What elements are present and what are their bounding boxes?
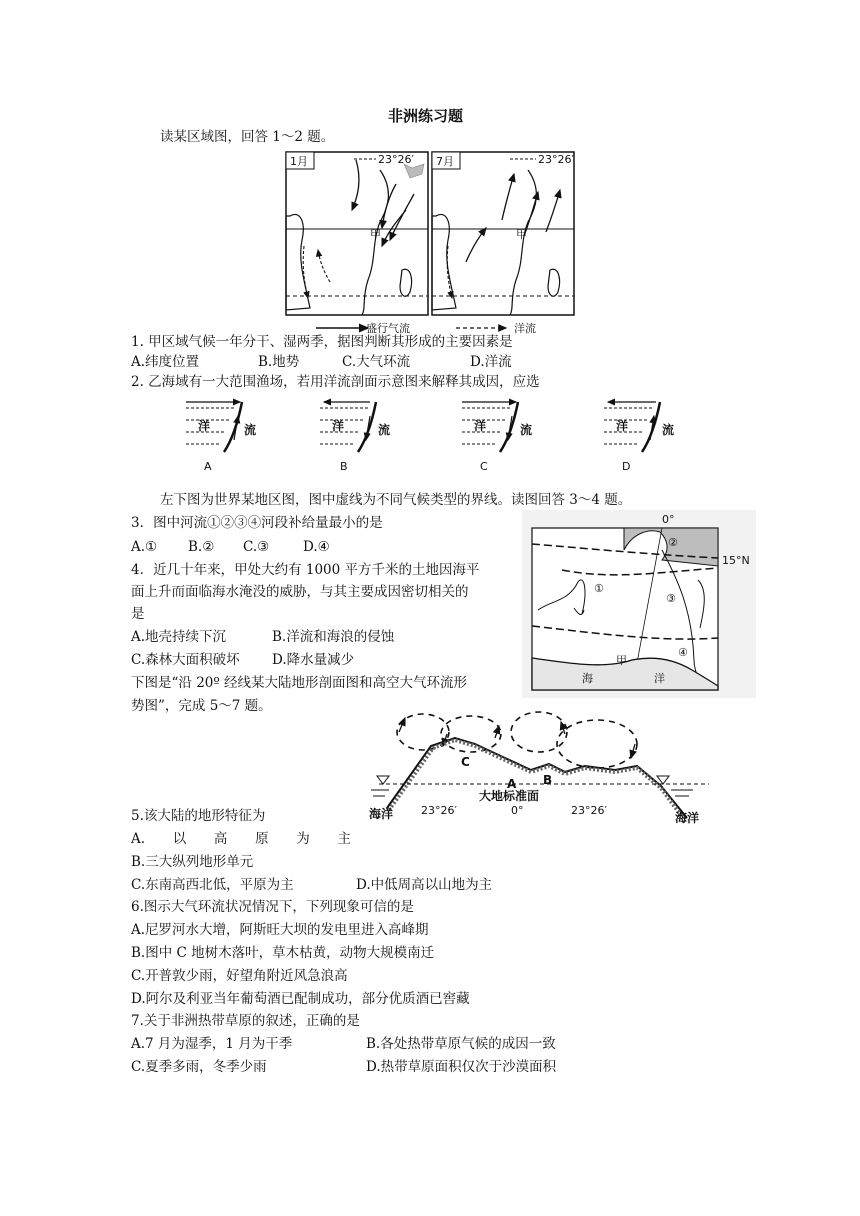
fig1-legend-current: 洋流: [514, 322, 536, 335]
q1-stem: 1. 甲区域气候一年分干、湿两季，据图判断其形成的主要因素是: [131, 334, 513, 350]
intro-q1-2: 读某区域图，回答 1～2 题。: [160, 129, 335, 145]
section-a-text-b: 流: [244, 423, 257, 437]
page-title: 非洲练习题: [388, 107, 464, 125]
fig1-right-lat: 23°26′: [538, 153, 574, 166]
intro-q3-4: 左下图为世界某地区图，图中虚线为不同气候类型的界线。读图回答 3～4 题。: [160, 492, 632, 508]
fig2-lon: 0°: [662, 513, 675, 526]
q4-stem-line1: 4．近几十年来，甲处大约有 1000 平方千米的土地因海平: [131, 562, 480, 578]
q4-stem-line2: 面上升而面临海水淹没的威胁，与其主要成因密切相关的: [131, 584, 469, 600]
section-d: [604, 402, 674, 473]
q3-stem: 3．图中河流①②③④河段补给量最小的是: [131, 515, 383, 531]
q5-option-c: C.东南高西北低，平原为主: [131, 877, 294, 893]
section-d-letter: D: [622, 460, 631, 473]
q6-option-b: B.图中 C 地树木落叶，草木枯黄，动物大规模南迁: [131, 945, 435, 961]
q5-option-d: D.中低周高以山地为主: [356, 877, 493, 893]
q3-option-c: C.③: [243, 539, 270, 555]
intro-q5-7-line1: 下图是“沿 20º 经线某大陆地形剖面图和高空大气环流形: [131, 675, 468, 691]
section-b: [320, 402, 390, 473]
q7-stem: 7.关于非洲热带草原的叙述，正确的是: [131, 1013, 360, 1029]
intro-q5-7-line2: 势图”，完成 5～7 题。: [131, 698, 272, 714]
q5-option-b: B.三大纵列地形单元: [131, 854, 254, 870]
q4-option-a: A.地壳持续下沉: [131, 629, 227, 645]
q5-stem: 5.该大陆的地形特征为: [131, 808, 266, 824]
fig1-left-month: 1月: [290, 155, 308, 168]
q2-stem: 2. 乙海域有一大范围渔场，若用洋流剖面示意图来解释其成因，应选: [131, 374, 540, 390]
fig2-river-4: ④: [678, 646, 688, 659]
q6-option-c: C.开普敦少雨，好望角附近风急浪高: [131, 968, 348, 984]
q6-stem: 6.图示大气环流状况情况下，下列现象可信的是: [131, 899, 414, 915]
q7-option-d: D.热带草原面积仅次于沙漠面积: [366, 1059, 557, 1075]
section-a: [186, 402, 256, 473]
figure-region-map: [522, 510, 756, 698]
fig2-sea-b: 洋: [654, 672, 665, 685]
fig3-lat-n: 23°26′: [571, 804, 607, 817]
fig2-river-3: ③: [666, 592, 676, 605]
fig3-ocean-right: 海洋: [675, 811, 700, 825]
section-c-letter: C: [480, 460, 488, 473]
q4-stem-line3: 是: [131, 606, 145, 622]
q7-option-a: A.7 月为湿季，1 月为干季: [131, 1036, 293, 1052]
section-c-text-a: 洋: [474, 419, 487, 433]
figure-current-sections: [180, 394, 680, 476]
q4-option-d: D.降水量减少: [272, 652, 355, 668]
q3-option-b: B.②: [188, 539, 215, 555]
section-d-text-a: 洋: [616, 419, 629, 433]
fig3-lat-s: 23°26′: [421, 804, 457, 817]
section-d-text-b: 流: [662, 423, 675, 437]
fig2-river-1: ①: [594, 582, 604, 595]
fig3-point-c: C: [461, 755, 470, 769]
figure-wind-current-maps: [284, 150, 584, 336]
q6-option-d: D.阿尔及利亚当年葡萄酒已配制成功，部分优质酒已窖藏: [131, 991, 470, 1007]
fig3-datum: 大地标准面: [479, 789, 540, 803]
fig2-sea-a: 海: [582, 672, 593, 685]
fig1-right-jia: 甲: [516, 228, 527, 241]
section-a-letter: A: [204, 460, 212, 473]
fig1-left-jia: 甲: [370, 228, 381, 241]
section-c-text-b: 流: [520, 423, 533, 437]
q1-option-b: B.地势: [258, 354, 300, 370]
q7-option-b: B.各处热带草原气候的成因一致: [366, 1036, 556, 1052]
fig1-right-month: 7月: [436, 155, 454, 168]
fig1-legend-wind: 盛行气流: [366, 322, 410, 335]
q5-option-a: A. 以 高 原 为 主: [131, 831, 351, 847]
section-b-letter: B: [340, 460, 348, 473]
section-b-text-a: 洋: [332, 419, 345, 433]
q6-option-a: A.尼罗河水大增，阿斯旺大坝的发电里进入高峰期: [131, 922, 429, 938]
q7-option-c: C.夏季多雨，冬季少雨: [131, 1059, 267, 1075]
q3-option-d: D.④: [303, 539, 330, 555]
fig3-ocean-left: 海洋: [369, 807, 394, 821]
fig3-point-a: A: [507, 777, 517, 791]
q1-option-a: A.纬度位置: [131, 354, 200, 370]
fig2-river-2: ②: [668, 536, 678, 549]
section-b-text-b: 流: [378, 423, 391, 437]
q4-option-b: B.洋流和海浪的侵蚀: [272, 629, 395, 645]
fig2-jia: 甲: [616, 654, 627, 667]
figure-terrain-profile: [365, 704, 725, 828]
q1-option-c: C.大气环流: [342, 354, 411, 370]
q1-option-d: D.洋流: [470, 354, 512, 370]
q4-option-c: C.森林大面积破坏: [131, 652, 240, 668]
fig3-point-b: B: [543, 773, 553, 787]
section-c: [462, 402, 532, 473]
q3-option-a: A.①: [131, 539, 158, 555]
fig1-left-lat: 23°26′: [378, 153, 414, 166]
section-a-text-a: 洋: [198, 419, 211, 433]
fig3-eq: 0°: [511, 804, 524, 817]
fig2-lat: 15°N: [722, 554, 750, 567]
